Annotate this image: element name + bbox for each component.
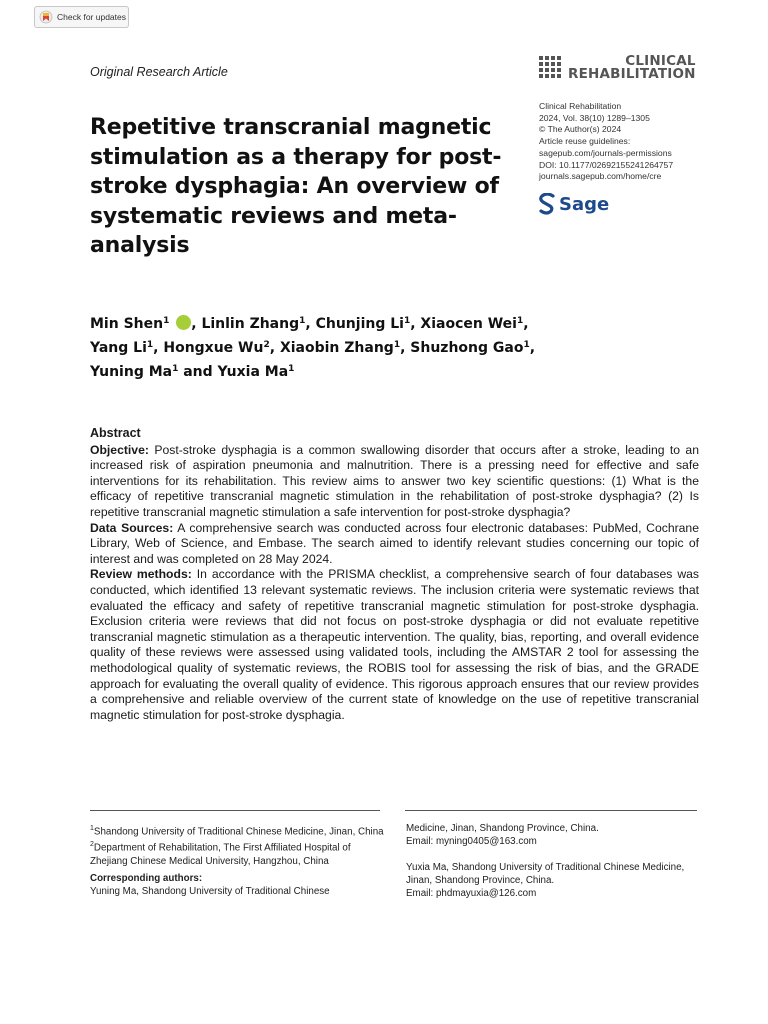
abstract-data-sources: [90, 521, 699, 568]
meta-volume: 2024, Vol. 38(10) 1289–1305: [539, 112, 650, 123]
author: Chunjing Li$^1$: [315, 316, 411, 332]
author: Hongxue Wu$^2$: [163, 340, 270, 356]
journal-name-line2: REHABILITATION: [568, 66, 696, 82]
data-sources-text: A comprehensive search was conducted across four electronic databases: PubMed, Cochrane Library, Web of Science, and Embase. The search aimed to identify relevant studies concerning our topic of interest and was completed on 28 May 2024.: [90, 520, 699, 566]
check-for-updates-button[interactable]: [34, 6, 129, 28]
abstract: [90, 426, 699, 723]
corresponding-author-2: Yuxia Ma, Shandong University of Traditional Chinese Medicine, Jinan, Shandong Province, China.: [406, 862, 685, 886]
publisher-name: Sage: [559, 193, 610, 215]
article-type: Original Research Article: [90, 65, 228, 79]
affiliation-2: $^2$Department of Rehabilitation, The First Affiliated Hospital of Zhejiang Chinese Medical University, Hangzhou, China: [90, 841, 351, 867]
author-list: Min Shen$^1$ , Linlin Zhang$^1$, Chunjing Li$^1$, Xiaocen Wei$^1$, Yang Li$^1$, Hongxue Wu$^2$, Xiaobin Zhang$^1$, Shuzhong Gao$^1$, Yuning Ma$^1$ and Yuxia Ma$^1$: [90, 316, 536, 380]
journal-grid-icon: [539, 56, 563, 80]
meta-permissions-link[interactable]: sagepub.com/journals-permissions: [539, 147, 672, 158]
abstract-objective: [90, 443, 699, 521]
journal-logo: [539, 53, 699, 83]
review-methods-label: Review methods:: [90, 567, 192, 582]
author: Yuning Ma$^1$: [90, 364, 179, 380]
meta-journal: Clinical Rehabilitation: [539, 101, 622, 111]
author: Xiaobin Zhang$^1$: [279, 340, 401, 356]
affiliation-1: $^1$Shandong University of Traditional Chinese Medicine, Jinan, China: [90, 825, 384, 838]
author: Yang Li$^1$: [90, 340, 154, 356]
corresponding-author-1: Yuning Ma, Shandong University of Traditional Chinese: [90, 885, 330, 897]
crossmark-icon: [39, 10, 53, 24]
journal-name-line1: CLINICAL: [625, 53, 696, 69]
article-title: Repetitive transcranial magnetic stimulation as a therapy for post-stroke dysphagia: An overview of systematic reviews and meta-analysis: [90, 115, 502, 258]
review-methods-text: In accordance with the PRISMA checklist, a comprehensive search of four databases was conducted, which identified 13 relevant systematic reviews. The inclusion criteria were systematic reviews that evaluated the efficacy and safety of repetitive transcranial magnetic stimulation for post-stroke dysphagia. Exclusion criteria were reviews that did not focus on post-stroke dysphagia or did not evaluate repetitive transcranial magnetic stimulation as a therapeutic intervention. The quality, bias, reporting, and overall evidence quality of these reviews were assessed using validated tools, including the AMSTAR 2 tool for assessing the methodological quality of systematic reviews, the ROBIS tool for assessing the risk of bias, and the GRADE approach for evaluating the overall quality of evidence. This rigorous approach ensures that our review provides a comprehensive and reliable overview of the current state of knowledge on the use of repetitive transcranial magnetic stimulation for post-stroke dysphagia.: [90, 567, 699, 722]
objective-text: Post-stroke dysphagia is a common swallowing disorder that occurs after a stroke, leading to an increased risk of aspiration pneumonia and malnutrition. There is a pressing need for effective and safe interventions for its rehabilitation. This review aims to answer two key scientific questions: (1) What is the efficacy of repetitive transcranial magnetic stimulation in the rehabilitation of post-stroke dysphagia? (2) Is repetitive transcranial magnetic stimulation a safe intervention for post-stroke dysphagia?: [90, 442, 699, 519]
journal-metadata: [539, 101, 739, 183]
check-for-updates-label: Check for updates: [57, 12, 126, 22]
abstract-review-methods: [90, 567, 699, 723]
meta-copyright: © The Author(s) 2024: [539, 124, 622, 135]
footnotes-left: [90, 822, 390, 898]
author: Shuzhong Gao$^1$: [410, 340, 530, 356]
corresponding-author-1-email[interactable]: Email: myning0405@163.com: [406, 836, 537, 847]
journal-name: [568, 55, 696, 81]
corresponding-authors-label: Corresponding authors:: [90, 872, 203, 884]
abstract-heading: Abstract: [90, 426, 141, 440]
data-sources-label: Data Sources:: [90, 520, 174, 535]
meta-doi[interactable]: DOI: 10.1177/02692155241264757: [539, 159, 674, 170]
orcid-icon[interactable]: [176, 315, 191, 330]
sage-s-icon: [539, 193, 555, 215]
author: Yuxia Ma$^1$: [217, 364, 295, 380]
author: Min Shen$^1$: [90, 316, 170, 332]
publisher-logo: [539, 192, 609, 216]
author: Xiaocen Wei$^1$: [420, 316, 524, 332]
footnote-divider-right: [405, 810, 697, 811]
corresponding-author-1-cont: Medicine, Jinan, Shandong Province, China.: [406, 823, 599, 834]
authors-and: and: [183, 364, 213, 380]
corresponding-author-2-email[interactable]: Email: phdmayuxia@126.com: [406, 888, 537, 899]
author: Linlin Zhang$^1$: [201, 316, 306, 332]
meta-journal-link[interactable]: journals.sagepub.com/home/cre: [539, 171, 662, 182]
footnote-divider-left: [90, 810, 380, 811]
meta-reuse: Article reuse guidelines:: [539, 136, 631, 147]
objective-label: Objective:: [90, 442, 149, 457]
footnotes-right: [406, 822, 706, 900]
